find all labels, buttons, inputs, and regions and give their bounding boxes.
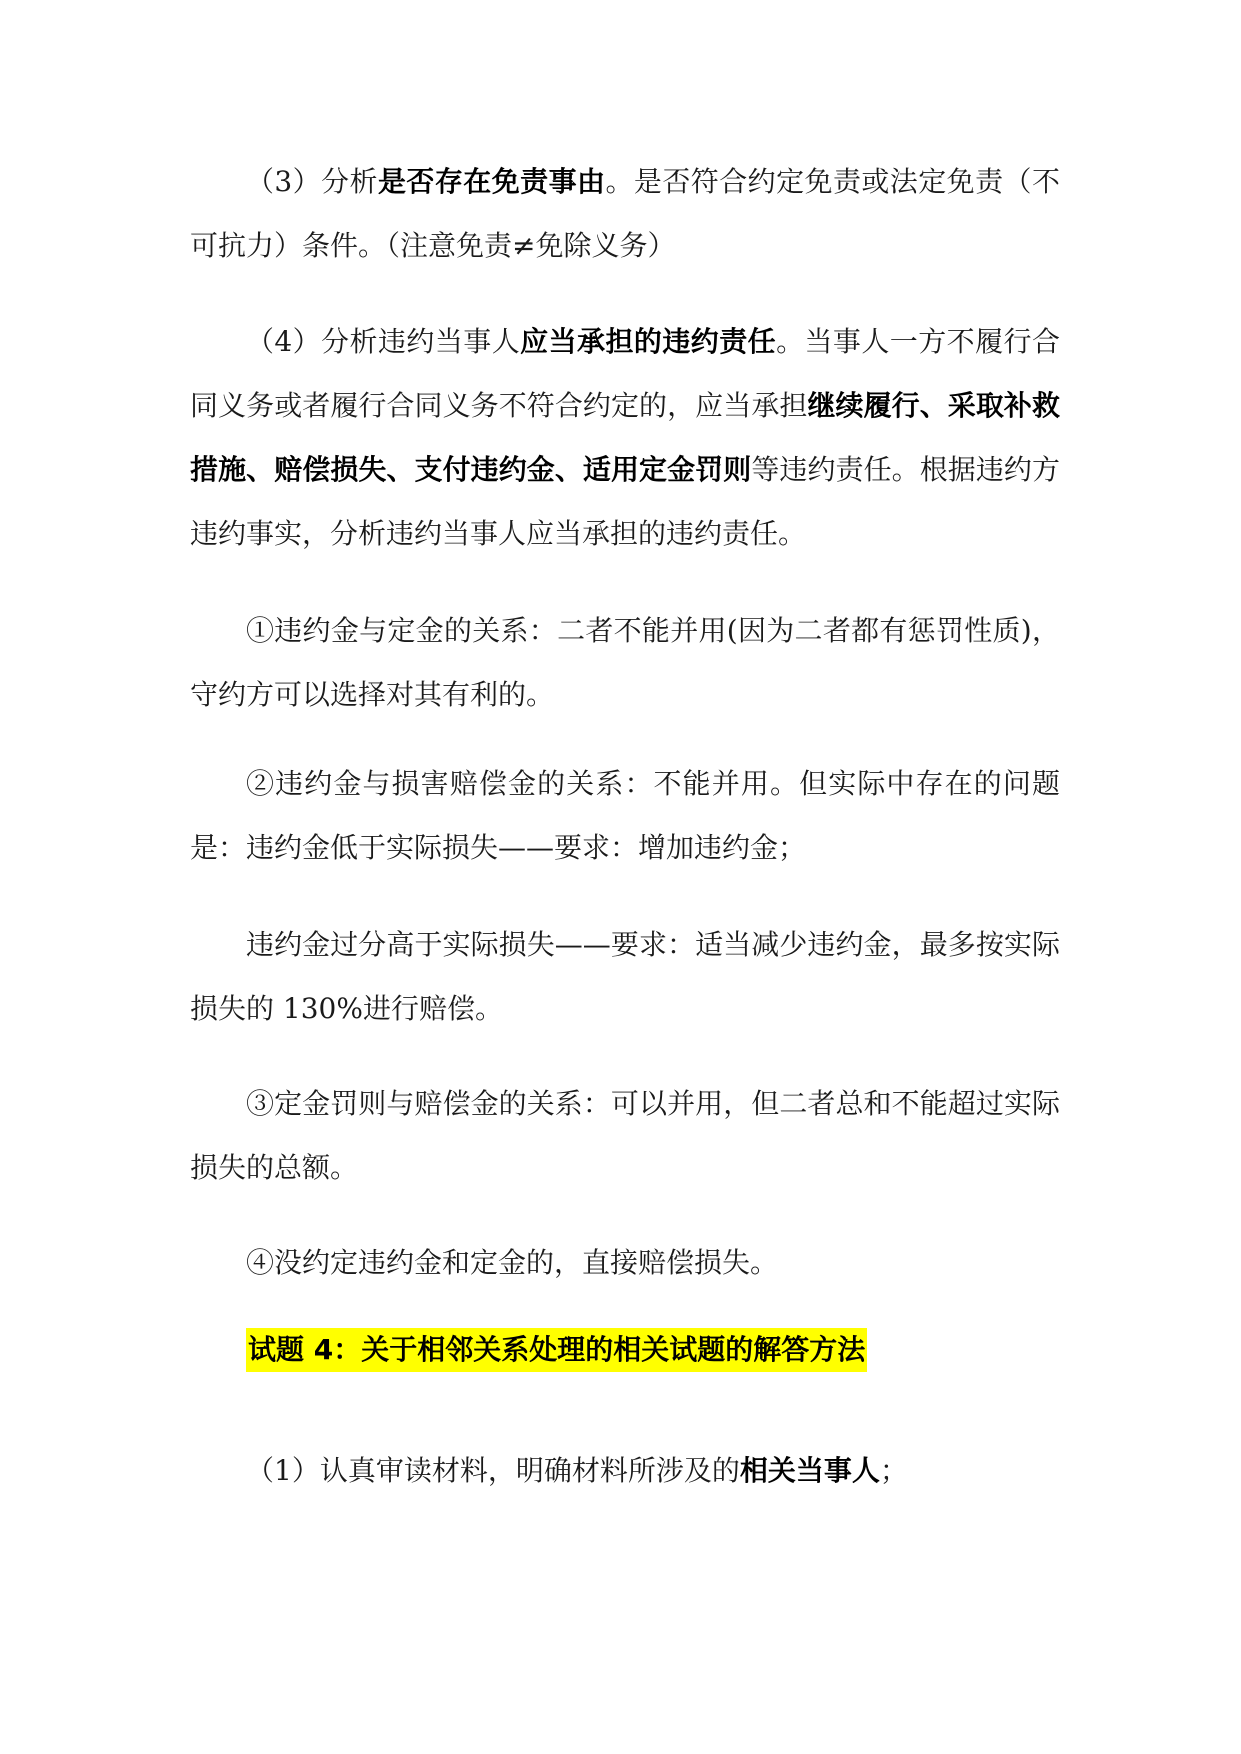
paragraph-clause-1: ①违约金与定金的关系：二者不能并用(因为二者都有惩罚性质)，守约方可以选择对其有利的。 [190,614,1060,711]
paragraph-liability-bold2: 继续履行、采取补救措施、赔偿损失、支付违约金、适用定金罚则 [190,389,1060,486]
paragraph-liability-bold1: 应当承担的违约责任 [520,325,777,358]
paragraph-liability [190,310,1060,566]
paragraph-step-1-bold: 相关当事人 [739,1454,880,1487]
paragraph-liability-lead: （4）分析违约当事人 [246,325,521,358]
paragraph-exemption-lead: （3）分析 [246,165,378,198]
paragraph-clause-4: ④没约定违约金和定金的，直接赔偿损失。 [246,1246,779,1279]
paragraph-step-1 [190,1439,1060,1503]
section-heading: 试题 4：关于相邻关系处理的相关试题的解答方法 [246,1328,867,1372]
paragraph-clause-2b: 违约金过分高于实际损失——要求：适当减少违约金，最多按实际损失的 130%进行赔偿。 [190,928,1060,1025]
paragraph-clause-3: ③定金罚则与赔偿金的关系：可以并用，但二者总和不能超过实际损失的总额。 [190,1087,1060,1184]
paragraph-clause-2: ②违约金与损害赔偿金的关系：不能并用。但实际中存在的问题是：违约金低于实际损失——要求：增加违约金； [190,767,1060,864]
paragraph-step-1-end: ； [879,1454,908,1487]
paragraph-exemption-rest: 。是否符合约定免责或法定免责（不可抗力）条件。（注意免责≠免除义务） [190,165,1060,262]
paragraph-exemption-bold: 是否存在免责事由 [377,165,606,198]
paragraph-exemption [190,150,1060,278]
paragraph-liability-rest: 等违约责任。根据违约方违约事实，分析违约当事人应当承担的违约责任。 [190,453,1060,550]
paragraph-step-1-lead: （1）认真审读材料，明确材料所涉及的 [246,1454,740,1487]
paragraph-liability-mid: 。当事人一方不履行合同义务或者履行合同义务不符合约定的，应当承担 [190,325,1060,422]
